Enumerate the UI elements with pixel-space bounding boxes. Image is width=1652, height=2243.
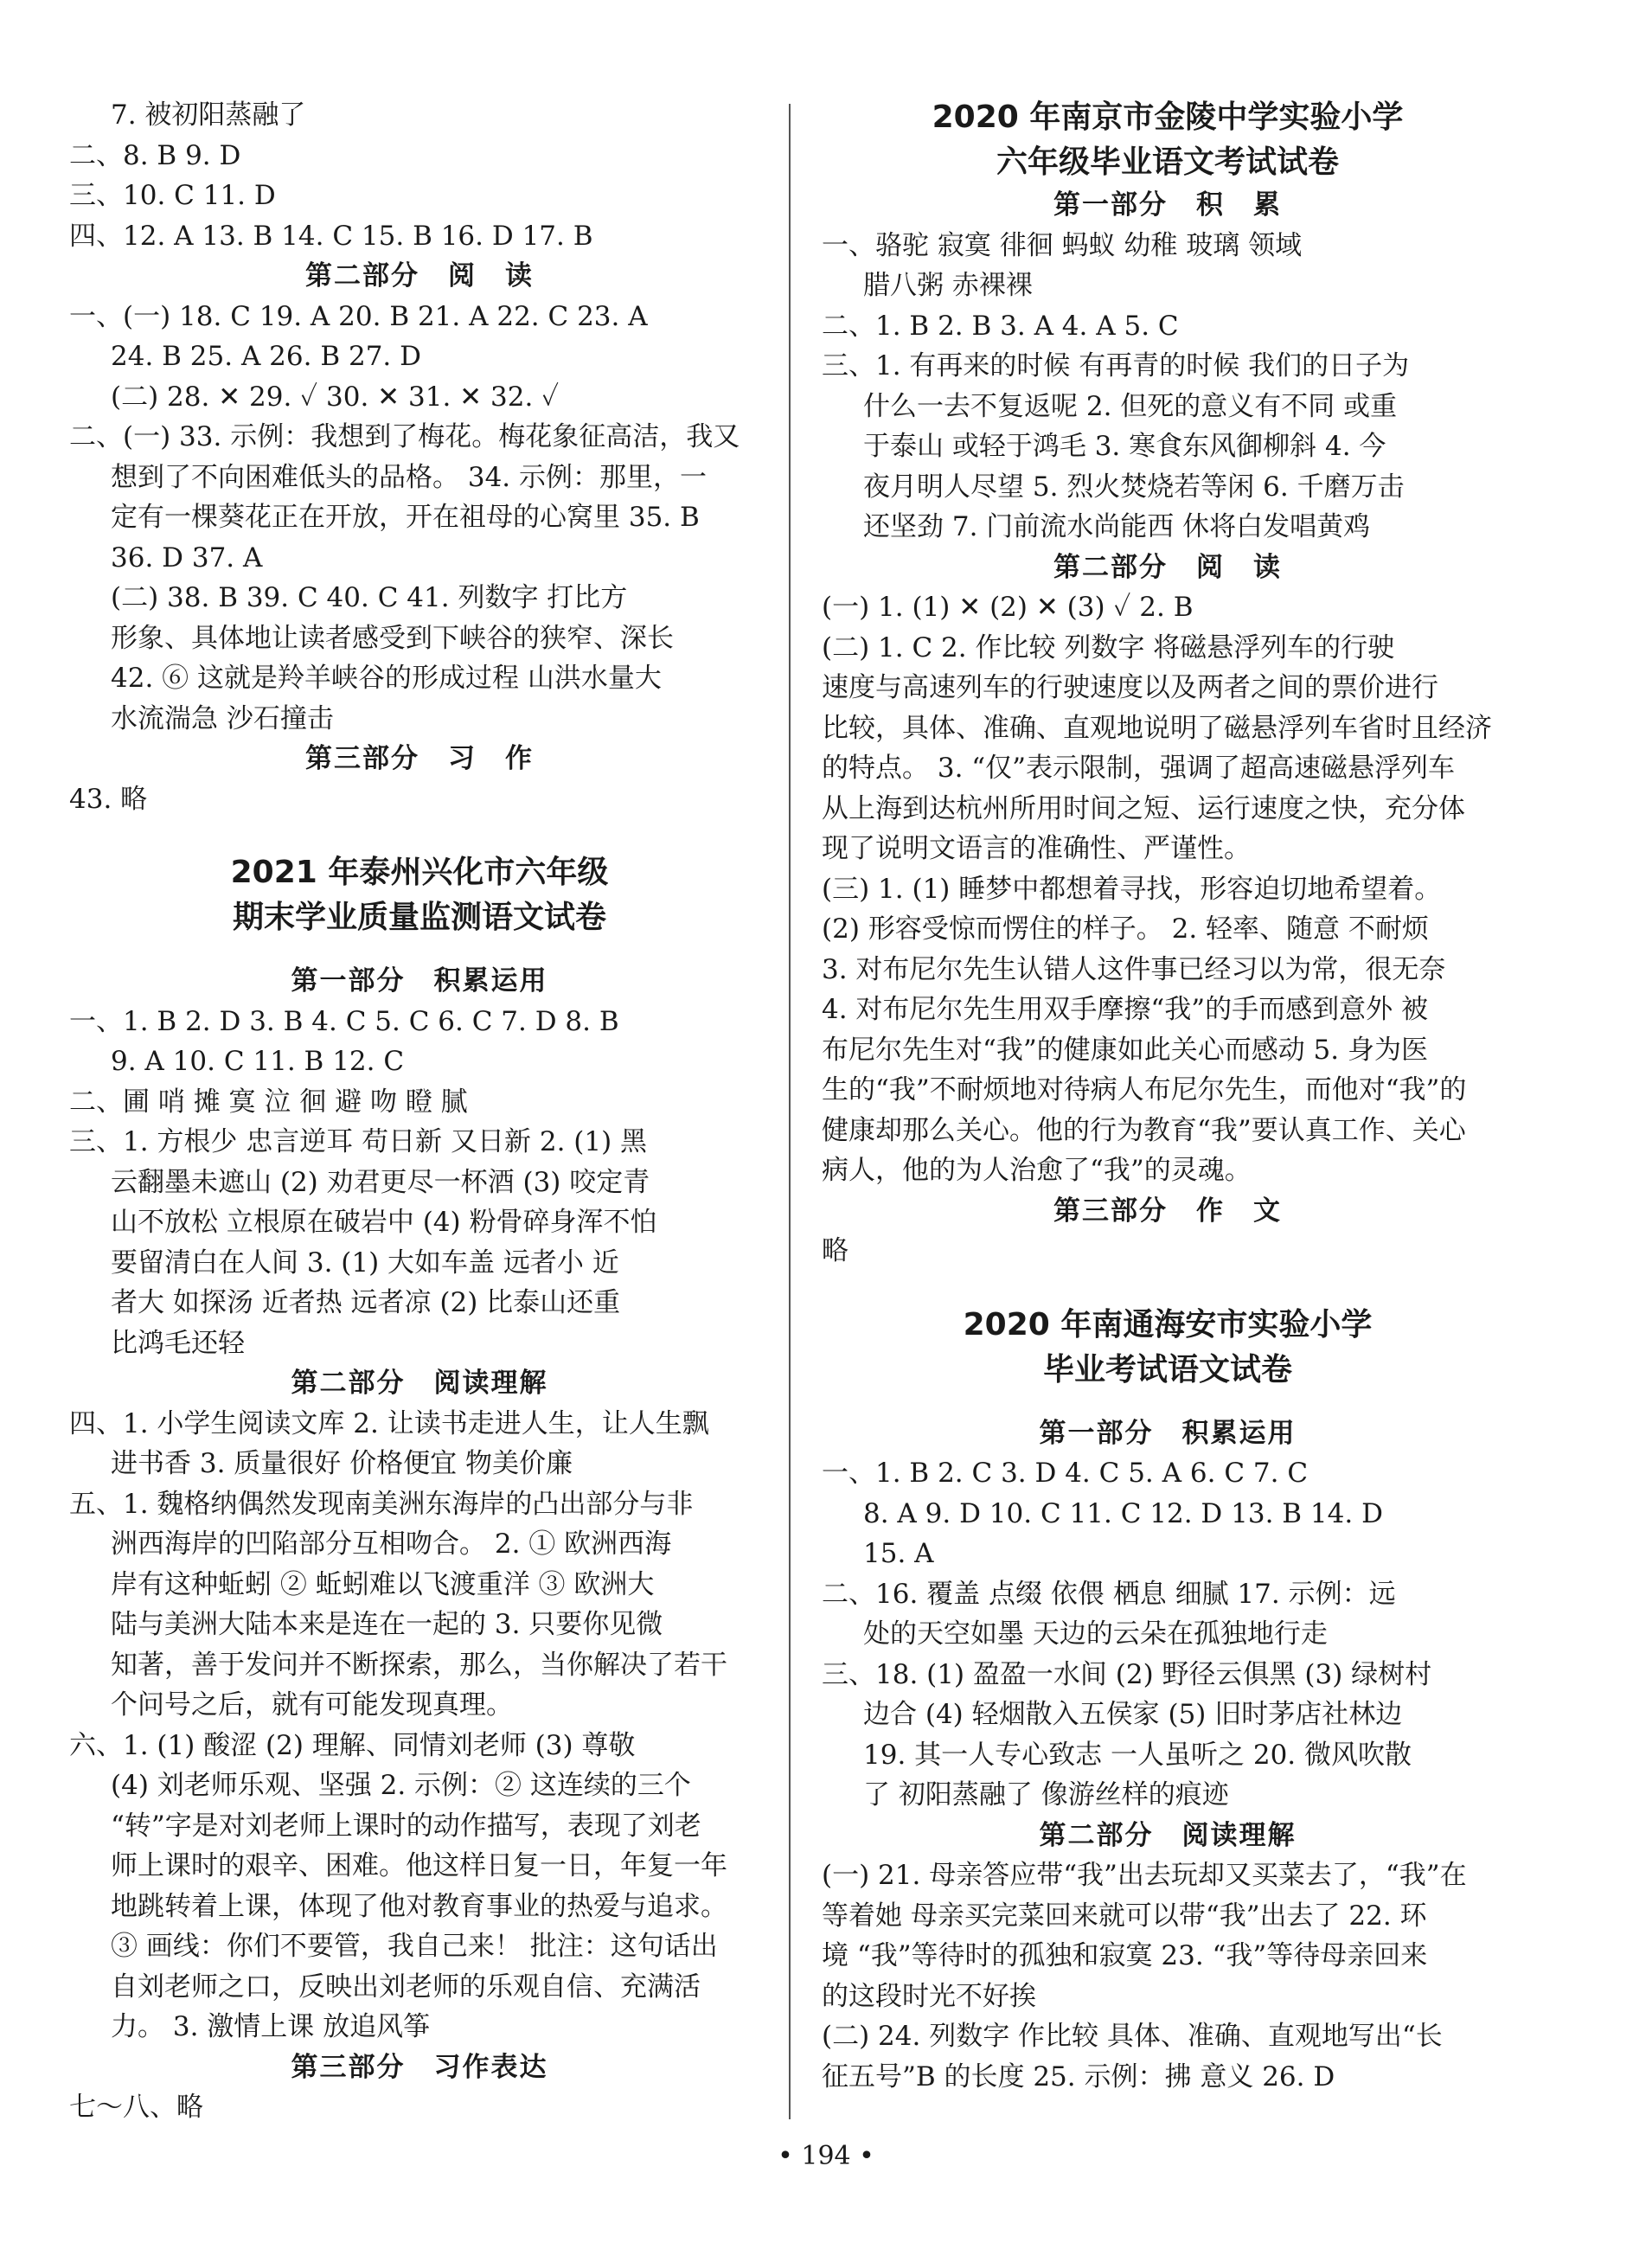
right-column <box>822 95 1514 2097</box>
answer-line: 形象、具体地让读者感受到下峡谷的狭窄、深长 <box>111 622 674 654</box>
answer-line: 的这段时光不好挨 <box>822 1980 1036 2012</box>
answer-line: 四、1. 小学生阅读文库 2. 让读书走进人生，让人生飘 <box>69 1407 709 1439</box>
answer-line: 二、8. B 9. D <box>69 139 241 171</box>
answer-line: (二) 28. ✕ 29. ✓ 30. ✕ 31. ✕ 32. ✓ <box>111 381 560 413</box>
answer-line: 想到了不向困难低头的品格。 34. 示例：那里，一 <box>111 461 708 493</box>
exam-title: 期末学业质量监测语文试卷 <box>232 900 606 935</box>
answer-line: 征五号”B 的长度 25. 示例：拂 意义 26. D <box>822 2060 1335 2092</box>
answer-line: 速度与高速列车的行驶速度以及两者之间的票价进行 <box>822 672 1438 703</box>
answer-line: 病人，他的为人治愈了“我”的灵魂。 <box>822 1155 1252 1186</box>
answer-line: 一、1. B 2. D 3. B 4. C 5. C 6. C 7. D 8. B <box>69 1005 619 1037</box>
answer-line: (一) 21. 母亲答应带“我”出去玩却又买菜去了，“我”在 <box>822 1860 1467 1891</box>
answer-line: 云翻墨未遮山 (2) 劝君更尽一杯酒 (3) 咬定青 <box>111 1166 650 1198</box>
page-number: • 194 • <box>778 2141 874 2171</box>
answer-line: 三、1. 有再来的时候 有再青的时候 我们的日子为 <box>822 350 1410 381</box>
answer-line: (二) 1. C 2. 作比较 列数字 将磁悬浮列车的行驶 <box>822 631 1395 663</box>
left-column <box>69 95 770 2128</box>
answer-line: 7. 被初阳蒸融了 <box>111 99 306 131</box>
answer-line: 处的天空如墨 天边的云朵在孤独地行走 <box>863 1618 1328 1650</box>
answer-line: 略 <box>822 1235 848 1266</box>
answer-line: (4) 刘老师乐观、坚强 2. 示例：② 这连续的三个 <box>111 1770 691 1801</box>
answer-line: 于泰山 或轻于鸿毛 3. 寒食东风御柳斜 4. 今 <box>863 431 1386 462</box>
answer-line: (2) 形容受惊而愣住的样子。 2. 轻率、随意 不耐烦 <box>822 913 1429 945</box>
answer-line: 洲西海岸的凹陷部分互相吻合。 2. ① 欧洲西海 <box>111 1528 672 1560</box>
answer-line: 36. D 37. A <box>111 542 263 574</box>
section-heading: 第二部分 阅读理解 <box>291 1368 548 1399</box>
exam-title: 毕业考试语文试卷 <box>1042 1351 1292 1387</box>
answer-line: 19. 其一人专心致志 一人虽听之 20. 微风吹散 <box>863 1739 1412 1771</box>
answer-line: 什么一去不复返呢 2. 但死的意义有不同 或重 <box>863 390 1398 422</box>
answer-line: 个问号之后，就有可能发现真理。 <box>111 1689 513 1721</box>
answer-line: 24. B 25. A 26. B 27. D <box>111 341 421 372</box>
section-heading: 第一部分 积 累 <box>1053 189 1282 221</box>
answer-line: 进书香 3. 质量很好 价格便宜 物美价廉 <box>111 1448 573 1479</box>
answer-line: 二、(一) 33. 示例：我想到了梅花。梅花象征高洁，我又 <box>69 421 740 452</box>
answer-line: 等着她 母亲买完菜回来就可以带“我”出去了 22. 环 <box>822 1900 1427 1932</box>
answer-line: 的特点。 3. “仅”表示限制，强调了超高速磁悬浮列车 <box>822 753 1455 784</box>
answer-line: 地跳转着上课，体现了他对教育事业的热爱与追求。 <box>111 1890 727 1922</box>
answer-line: 一、1. B 2. C 3. D 4. C 5. A 6. C 7. C <box>822 1458 1309 1489</box>
answer-line: 三、10. C 11. D <box>69 180 276 211</box>
answer-line: (二) 24. 列数字 作比较 具体、准确、直观地写出“长 <box>822 2021 1443 2052</box>
section-heading: 第二部分 阅读理解 <box>1039 1819 1297 1851</box>
answer-line: 力。 3. 激情上课 放追风筝 <box>111 2011 431 2042</box>
answer-line: 布尼尔先生对“我”的健康如此关心而感动 5. 身为医 <box>822 1034 1428 1066</box>
exam-title: 2020 年南通海安市实验小学 <box>963 1306 1373 1343</box>
answer-line: 一、骆驼 寂寞 徘徊 蚂蚁 幼稚 玻璃 领域 <box>822 229 1303 261</box>
section-heading: 第三部分 习作表达 <box>291 2051 548 2083</box>
answer-line: 四、12. A 13. B 14. C 15. B 16. D 17. B <box>69 220 593 252</box>
answer-line: 六、1. (1) 酸涩 (2) 理解、同情刘老师 (3) 尊敬 <box>69 1729 636 1761</box>
answer-line: 比鸿毛还轻 <box>111 1327 245 1359</box>
answer-line: 要留清白在人间 3. (1) 大如车盖 远者小 近 <box>111 1246 619 1279</box>
answer-line: 夜月明人尽望 5. 烈火焚烧若等闲 6. 千磨万击 <box>863 471 1405 503</box>
answer-line: 二、1. B 2. B 3. A 4. A 5. C <box>822 310 1179 342</box>
answer-line: 15. A <box>863 1538 934 1569</box>
answer-line: 境 “我”等待时的孤独和寂寞 23. “我”等待母亲回来 <box>822 1940 1428 1971</box>
answer-line: 3. 对布尼尔先生认错人这件事已经习以为常，很无奈 <box>822 953 1446 985</box>
answer-line: 了 初阳蒸融了 像游丝样的痕迹 <box>863 1779 1229 1810</box>
answer-line: 五、1. 魏格纳偶然发现南美洲东海岸的凸出部分与非 <box>69 1488 694 1520</box>
answer-line: 42. ⑥ 这就是羚羊峡谷的形成过程 山洪水量大 <box>111 663 662 694</box>
section-heading: 第一部分 积累运用 <box>1039 1417 1297 1449</box>
answer-line: 二、圃 哨 摊 寞 泣 徊 避 吻 瞪 腻 <box>69 1086 468 1118</box>
answer-line: 三、18. (1) 盈盈一水间 (2) 野径云俱黑 (3) 绿树村 <box>822 1658 1432 1690</box>
answer-line: 自刘老师之口，反映出刘老师的乐观自信、充满活 <box>111 1971 701 2003</box>
answer-line: 二、16. 覆盖 点缀 依偎 栖息 细腻 17. 示例：远 <box>822 1578 1396 1610</box>
answer-line: 山不放松 立根原在破岩中 (4) 粉骨碎身浑不怕 <box>111 1207 657 1238</box>
answer-line: 边合 (4) 轻烟散入五侯家 (5) 旧时茅店社林边 <box>863 1699 1403 1730</box>
exam-title: 2021 年泰州兴化市六年级 <box>230 855 609 890</box>
column-divider <box>789 104 791 2119</box>
answer-line: 8. A 9. D 10. C 11. C 12. D 13. B 14. D <box>863 1497 1383 1529</box>
answer-line: “转”字是对刘老师上课时的动作描写，表现了刘老 <box>111 1810 701 1842</box>
section-heading: 第一部分 积累运用 <box>291 965 548 997</box>
answer-line: 健康却那么关心。他的行为教育“我”要认真工作、关心 <box>822 1114 1466 1146</box>
answer-line: 还坚劲 7. 门前流水尚能西 休将白发唱黄鸡 <box>863 511 1371 542</box>
exam-title: 2020 年南京市金陵中学实验小学 <box>932 99 1404 135</box>
answer-line: 4. 对布尼尔先生用双手摩擦“我”的手而感到意外 被 <box>822 994 1428 1025</box>
answer-line: (二) 38. B 39. C 40. C 41. 列数字 打比方 <box>111 582 628 613</box>
section-heading: 第三部分 习 作 <box>305 743 534 774</box>
answer-line: 生的“我”不耐烦地对待病人布尼尔先生，而他对“我”的 <box>822 1074 1467 1105</box>
answer-line: 43. 略 <box>69 783 148 815</box>
answer-line: (三) 1. (1) 睡梦中都想着寻找，形容迫切地希望着。 <box>822 873 1442 905</box>
answer-line: 定有一棵葵花正在开放，开在祖母的心窝里 35. B <box>111 502 700 533</box>
section-heading: 第三部分 作 文 <box>1053 1195 1282 1227</box>
answer-line: 七～八、略 <box>69 2092 203 2123</box>
answer-line: 比较，具体、准确、直观地说明了磁悬浮列车省时且经济 <box>822 712 1492 744</box>
answer-line: 9. A 10. C 11. B 12. C <box>111 1046 405 1077</box>
section-heading: 第二部分 阅 读 <box>1053 551 1282 583</box>
answer-line: 一、(一) 18. C 19. A 20. B 21. A 22. C 23. A <box>69 300 648 332</box>
answer-line: 陆与美洲大陆本来是连在一起的 3. 只要你见微 <box>111 1609 663 1640</box>
answer-line: 从上海到达杭州所用时间之短、运行速度之快，充分体 <box>822 792 1465 824</box>
answer-line: ③ 画线：你们不要管，我自己来！ 批注：这句话出 <box>111 1931 718 1962</box>
answer-line: 现了说明文语言的准确性、严谨性。 <box>822 833 1251 864</box>
answer-line: 者大 如探汤 近者热 远者凉 (2) 比泰山还重 <box>111 1287 621 1318</box>
answer-line: 师上课时的艰辛、困难。他这样日复一日，年复一年 <box>111 1850 727 1881</box>
section-heading: 第二部分 阅 读 <box>305 260 534 292</box>
answer-line: 水流湍急 沙石撞击 <box>111 702 334 734</box>
exam-title: 六年级毕业语文考试试卷 <box>996 144 1339 180</box>
answer-line: (一) 1. (1) ✕ (2) ✕ (3) ✓ 2. B <box>822 592 1194 623</box>
answer-line: 三、1. 方根少 忠言逆耳 苟日新 又日新 2. (1) 黑 <box>69 1126 648 1157</box>
answer-line: 腊八粥 赤裸裸 <box>863 270 1033 301</box>
answer-line: 岸有这种蚯蚓 ② 蚯蚓难以飞渡重洋 ③ 欧洲大 <box>111 1568 655 1600</box>
answer-line: 知著，善于发问并不断探索，那么，当你解决了若干 <box>111 1649 727 1681</box>
